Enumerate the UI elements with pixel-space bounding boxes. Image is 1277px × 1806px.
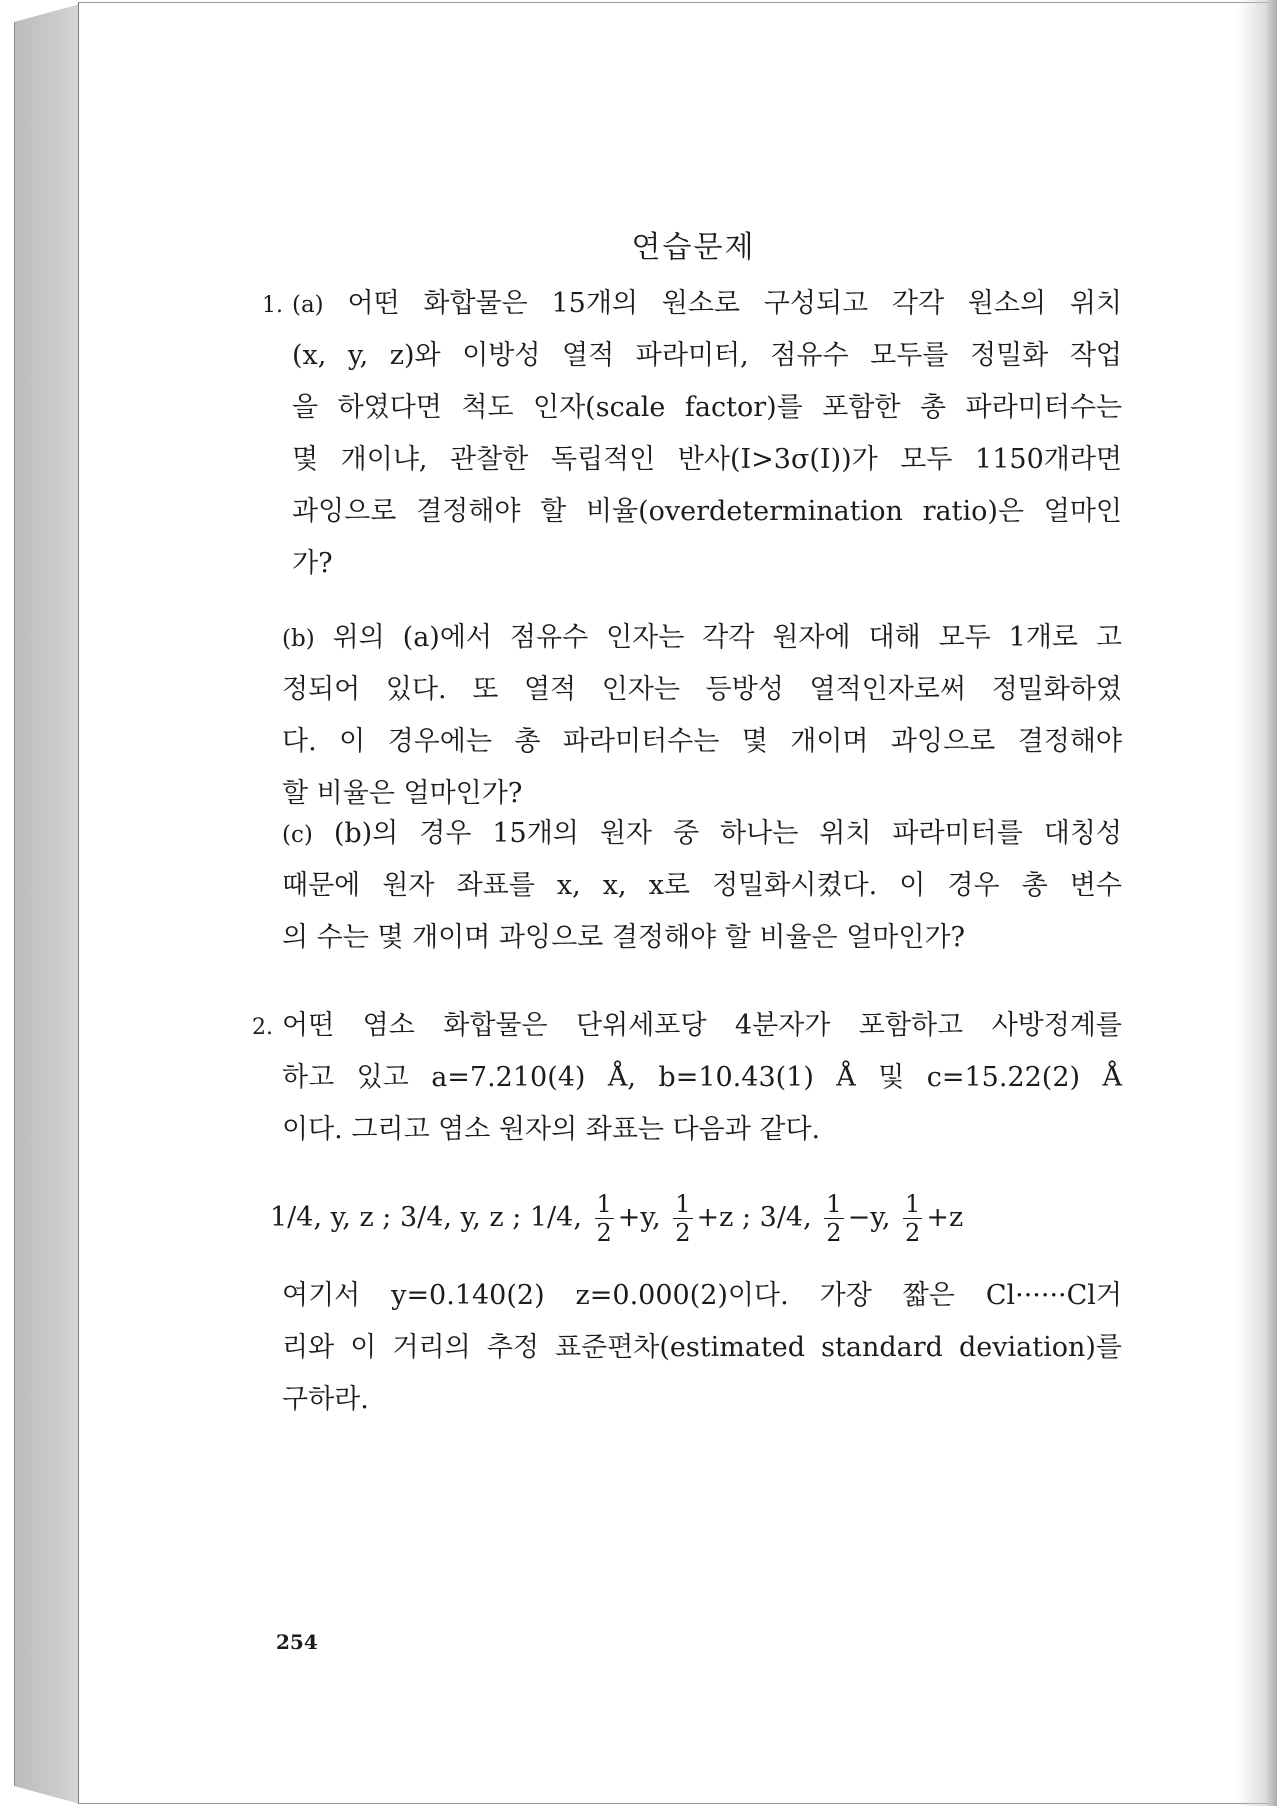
problem-2-number: 2. [252,1015,273,1040]
fraction-numerator: 1 [826,1190,842,1218]
fraction-denominator: 2 [596,1219,612,1247]
text-line: 다. 이 경우에는 총 파라미터수는 몇 개이며 과잉으로 결정해야 [282,726,1122,757]
text-line: 위의 (a)에서 점유수 인자는 각각 원자에 대해 모두 1개로 고 [332,622,1122,653]
text-line: 어떤 염소 화합물은 단위세포당 4분자가 포함하고 사방정계를 [282,1010,1122,1041]
fraction-denominator: 2 [675,1219,691,1247]
problem-1a-label: (a) [292,292,324,318]
problem-1c-body [282,860,1122,964]
text-line: 과잉으로 결정해야 할 비율(overdetermination ratio)은 얼마인 [292,496,1122,527]
chlorine-coordinates [270,1190,1120,1247]
problem-2-body [282,1052,1122,1156]
problem-1c [282,808,1122,861]
text-line: 몇 개이냐, 관찰한 독립적인 반사(I>3σ(I))가 모두 1150개라면 [292,444,1122,475]
fraction-numerator: 1 [596,1190,612,1218]
problem-1a-line-1 [262,278,1122,332]
fraction-half-1 [595,1190,614,1247]
text-line: (x, y, z)와 이방성 열적 파라미터, 점유수 모두를 정밀화 작업 [292,340,1122,371]
page-title: 연습문제 [631,230,756,265]
problem-1b-label: (b) [282,626,315,652]
text-line: 할 비율은 얼마인가? [282,778,523,809]
problem-2 [252,1000,1122,1054]
text-line: 이다. 그리고 염소 원자의 좌표는 다음과 같다. [282,1114,821,1145]
fraction-numerator: 1 [905,1190,921,1218]
fraction-half-2 [673,1190,692,1247]
page-number: 254 [276,1630,318,1654]
text-line: 리와 이 거리의 추정 표준편차(estimated standard deviation)를 [282,1332,1122,1363]
text-line: 정되어 있다. 또 열적 인자는 등방성 열적인자로써 정밀화하였 [282,674,1122,705]
problem-1c-line-1 [282,808,1122,861]
coords-term-4: +z [926,1202,964,1233]
text-line: 구하라. [282,1384,369,1415]
text-line: 때문에 원자 좌표를 x, x, x로 정밀화시켰다. 이 경우 총 변수 [282,870,1122,901]
problem-1b-body [282,664,1122,820]
coords-term-1: +y, [617,1202,661,1233]
problem-1a-body [292,330,1122,590]
problem-1b-line-1 [282,612,1122,665]
text-line: 여기서 y=0.140(2) z=0.000(2)이다. 가장 짧은 Cl······Cl거 [282,1280,1122,1311]
page-edge-shadow [1237,0,1277,1806]
coords-part-1: 1/4, y, z ; 3/4, y, z ; 1/4, [270,1202,582,1233]
problem-2-question [282,1270,1122,1426]
coords-term-3: −y, [847,1202,891,1233]
text-line: (b)의 경우 15개의 원자 중 하나는 위치 파라미터를 대칭성 [333,818,1122,849]
text-line: 하고 있고 a=7.210(4) Å, b=10.43(1) Å 및 c=15.22(2) Å [282,1062,1122,1093]
text-line: 가? [292,548,333,579]
fraction-half-3 [824,1190,843,1247]
text-line: 어떤 화합물은 15개의 원소로 구성되고 각각 원소의 위치 [347,288,1122,319]
fraction-half-4 [903,1190,922,1247]
problem-2-line-1 [252,1000,1122,1054]
problem-1c-label: (c) [282,822,313,848]
text-line: 을 하였다면 척도 인자(scale factor)를 포함한 총 파라미터수는 [292,392,1122,423]
problem-1-number: 1. [262,293,283,318]
text-line: 의 수는 몇 개이며 과잉으로 결정해야 할 비율은 얼마인가? [282,922,966,953]
problem-1b [282,612,1122,665]
book-spine [14,4,80,1804]
coords-term-2: +z ; 3/4, [696,1202,812,1233]
fraction-denominator: 2 [826,1219,842,1247]
fraction-numerator: 1 [675,1190,691,1218]
problem-1 [262,278,1122,332]
fraction-denominator: 2 [905,1219,921,1247]
